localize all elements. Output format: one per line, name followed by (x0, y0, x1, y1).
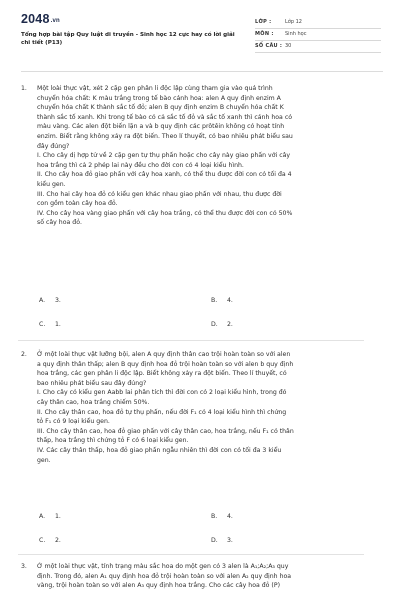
question-line: Ở một loài thực vật lưỡng bội, alen A quy định thân cao trội hoàn toàn so với alen (37, 351, 291, 358)
question-line: chuyển hóa chất: K màu trắng trong tế bào cánh hoa: alen A quy định enzim A (37, 94, 281, 102)
question-line: thấp, hoa trắng thì chứng tỏ F có 6 loại kiểu gen. (37, 437, 189, 445)
question-1 (21, 84, 383, 334)
question-separator (18, 340, 364, 341)
question-line: Ở một loài thực vật, tính trạng màu sắc hoa do một gen có 3 alen là A₁;A₂;A₃ quy (37, 563, 289, 570)
question-line: kiểu gen. (37, 180, 66, 188)
question-number: 3. (21, 563, 27, 570)
option-letter: B. (211, 513, 218, 520)
question-line: gen. (37, 456, 51, 464)
option-c[interactable] (39, 320, 61, 330)
question-line: chuyển hóa chất K thành sắc tố đỏ; alen B quy định enzim B chuyển hóa chất K (37, 104, 284, 112)
question-line: cây thân cao, hoa trắng chiếm 50%. (37, 398, 150, 406)
question-line: định. Trong đó, alen A₁ quy định hoa đỏ trội hoàn toàn so với alen A₂ quy định hoa (37, 572, 292, 580)
question-line: số cây hoa đỏ. (37, 219, 82, 227)
meta-value: Sinh học (285, 31, 307, 37)
question-line: con gồm toàn cây hoa đỏ. (37, 200, 118, 208)
option-text: 4. (227, 513, 233, 520)
logo-suffix: .vn (50, 18, 60, 24)
option-letter: D. (211, 321, 218, 328)
question-line: a quy định thân thấp; alen B quy định hoa đỏ trội hoàn toàn so với alen b quy định (37, 360, 294, 368)
question-line: I. Cho cây dị hợp tử về 2 cặp gen tự thụ phấn hoặc cho cây này giao phấn với cây (37, 152, 291, 160)
question-line: hoa trắng thì cả 2 phép lai này đều cho đời con có 4 loại kiểu hình. (37, 161, 244, 169)
question-line: hoa trắng, các gen phân li độc lập. Biết không xảy ra đột biến. Theo lí thuyết, có (37, 370, 287, 378)
question-line: thành sắc tố xanh. Khi trong tế bào có cả sắc tố đỏ và sắc tố xanh thì cánh hoa có (37, 113, 293, 121)
meta-row-class (255, 17, 381, 29)
option-d[interactable] (211, 536, 233, 546)
question-number: 1. (21, 85, 27, 92)
site-logo[interactable] (21, 12, 60, 26)
meta-row-subject (255, 29, 381, 41)
question-line: tỏ F₁ có 9 loại kiểu gen. (37, 418, 110, 426)
meta-value: Lớp 12 (285, 19, 302, 25)
document-meta (255, 17, 381, 53)
option-letter: D. (211, 537, 218, 544)
option-a[interactable] (39, 512, 61, 522)
option-text: 3. (227, 537, 233, 544)
option-text: 2. (55, 537, 61, 544)
option-letter: B. (211, 297, 218, 304)
option-text: 1. (55, 513, 61, 520)
document-title: Tổng hợp bài tập Quy luật di truyền - Sinh học 12 cực hay có lời giải chi tiết (P13) (21, 32, 235, 46)
meta-label: MÔN : (255, 31, 274, 37)
option-text: 4. (227, 297, 233, 304)
option-letter: C. (39, 321, 46, 328)
question-line: màu vàng. Các alen đột biến lặn a và b quy định các prôtêin không có hoạt tính (37, 123, 285, 131)
question-2 (21, 350, 383, 550)
meta-label: LỚP : (255, 19, 272, 25)
meta-value: 30 (285, 43, 292, 49)
option-b[interactable] (211, 296, 233, 306)
question-line: đây đúng? (37, 142, 70, 150)
option-letter: A. (39, 297, 46, 304)
page-header (0, 0, 400, 66)
question-line: II. Cho cây thân cao, hoa đỏ tự thụ phấn, nếu đời F₁ có 4 loại kiểu hình thì chứng (37, 408, 287, 416)
header-divider (21, 71, 383, 72)
question-text (37, 84, 367, 228)
question-line: enzim. Biết rằng không xảy ra đột biến. Theo lí thuyết, có bao nhiêu phát biểu sau (37, 132, 293, 140)
option-text: 2. (227, 321, 233, 328)
option-d[interactable] (211, 320, 233, 330)
question-text (37, 562, 367, 591)
option-letter: A. (39, 513, 46, 520)
option-text: 3. (55, 297, 61, 304)
question-line: II. Cho cây hoa đỏ giao phấn với cây hoa xanh, có thể thu được đời con có tối đa 4 (37, 171, 292, 179)
question-line: Một loài thực vật, xét 2 cặp gen phân li độc lập cùng tham gia vào quá trình (37, 85, 273, 92)
question-line: vàng, trội hoàn toàn so với alen A₃ quy định hoa trắng. Cho các cây hoa đỏ (P) (37, 582, 280, 590)
question-line: III. Cho cây thân cao, hoa đỏ giao phấn với cây thân cao, hoa trắng, nếu F₁ có thân (37, 427, 294, 435)
option-a[interactable] (39, 296, 61, 306)
question-text (37, 350, 367, 465)
question-number: 2. (21, 351, 27, 358)
meta-label: SỐ CÂU : (255, 43, 283, 49)
option-text: 1. (55, 321, 61, 328)
option-letter: C. (39, 537, 46, 544)
option-c[interactable] (39, 536, 61, 546)
question-line: IV. Cho cây hoa vàng giao phấn với cây hoa trắng, có thể thu được đời con có 50% (37, 209, 293, 217)
question-line: bao nhiêu phát biểu sau đây đúng? (37, 379, 147, 387)
logo-main: 2048 (21, 12, 50, 26)
question-3 (21, 562, 383, 600)
question-separator (18, 554, 364, 555)
question-line: I. Cho cây có kiểu gen Aabb lai phân tích thì đời con có 2 loại kiểu hình, trong đó (37, 389, 287, 397)
question-line: III. Cho hai cây hoa đỏ có kiểu gen khác nhau giao phấn với nhau, thu được đời (37, 190, 282, 198)
meta-row-count (255, 41, 381, 53)
question-line: IV. Các cây thân thấp, hoa đỏ giao phấn ngẫu nhiên thì đời con có tối đa 3 kiểu (37, 446, 282, 454)
option-b[interactable] (211, 512, 233, 522)
